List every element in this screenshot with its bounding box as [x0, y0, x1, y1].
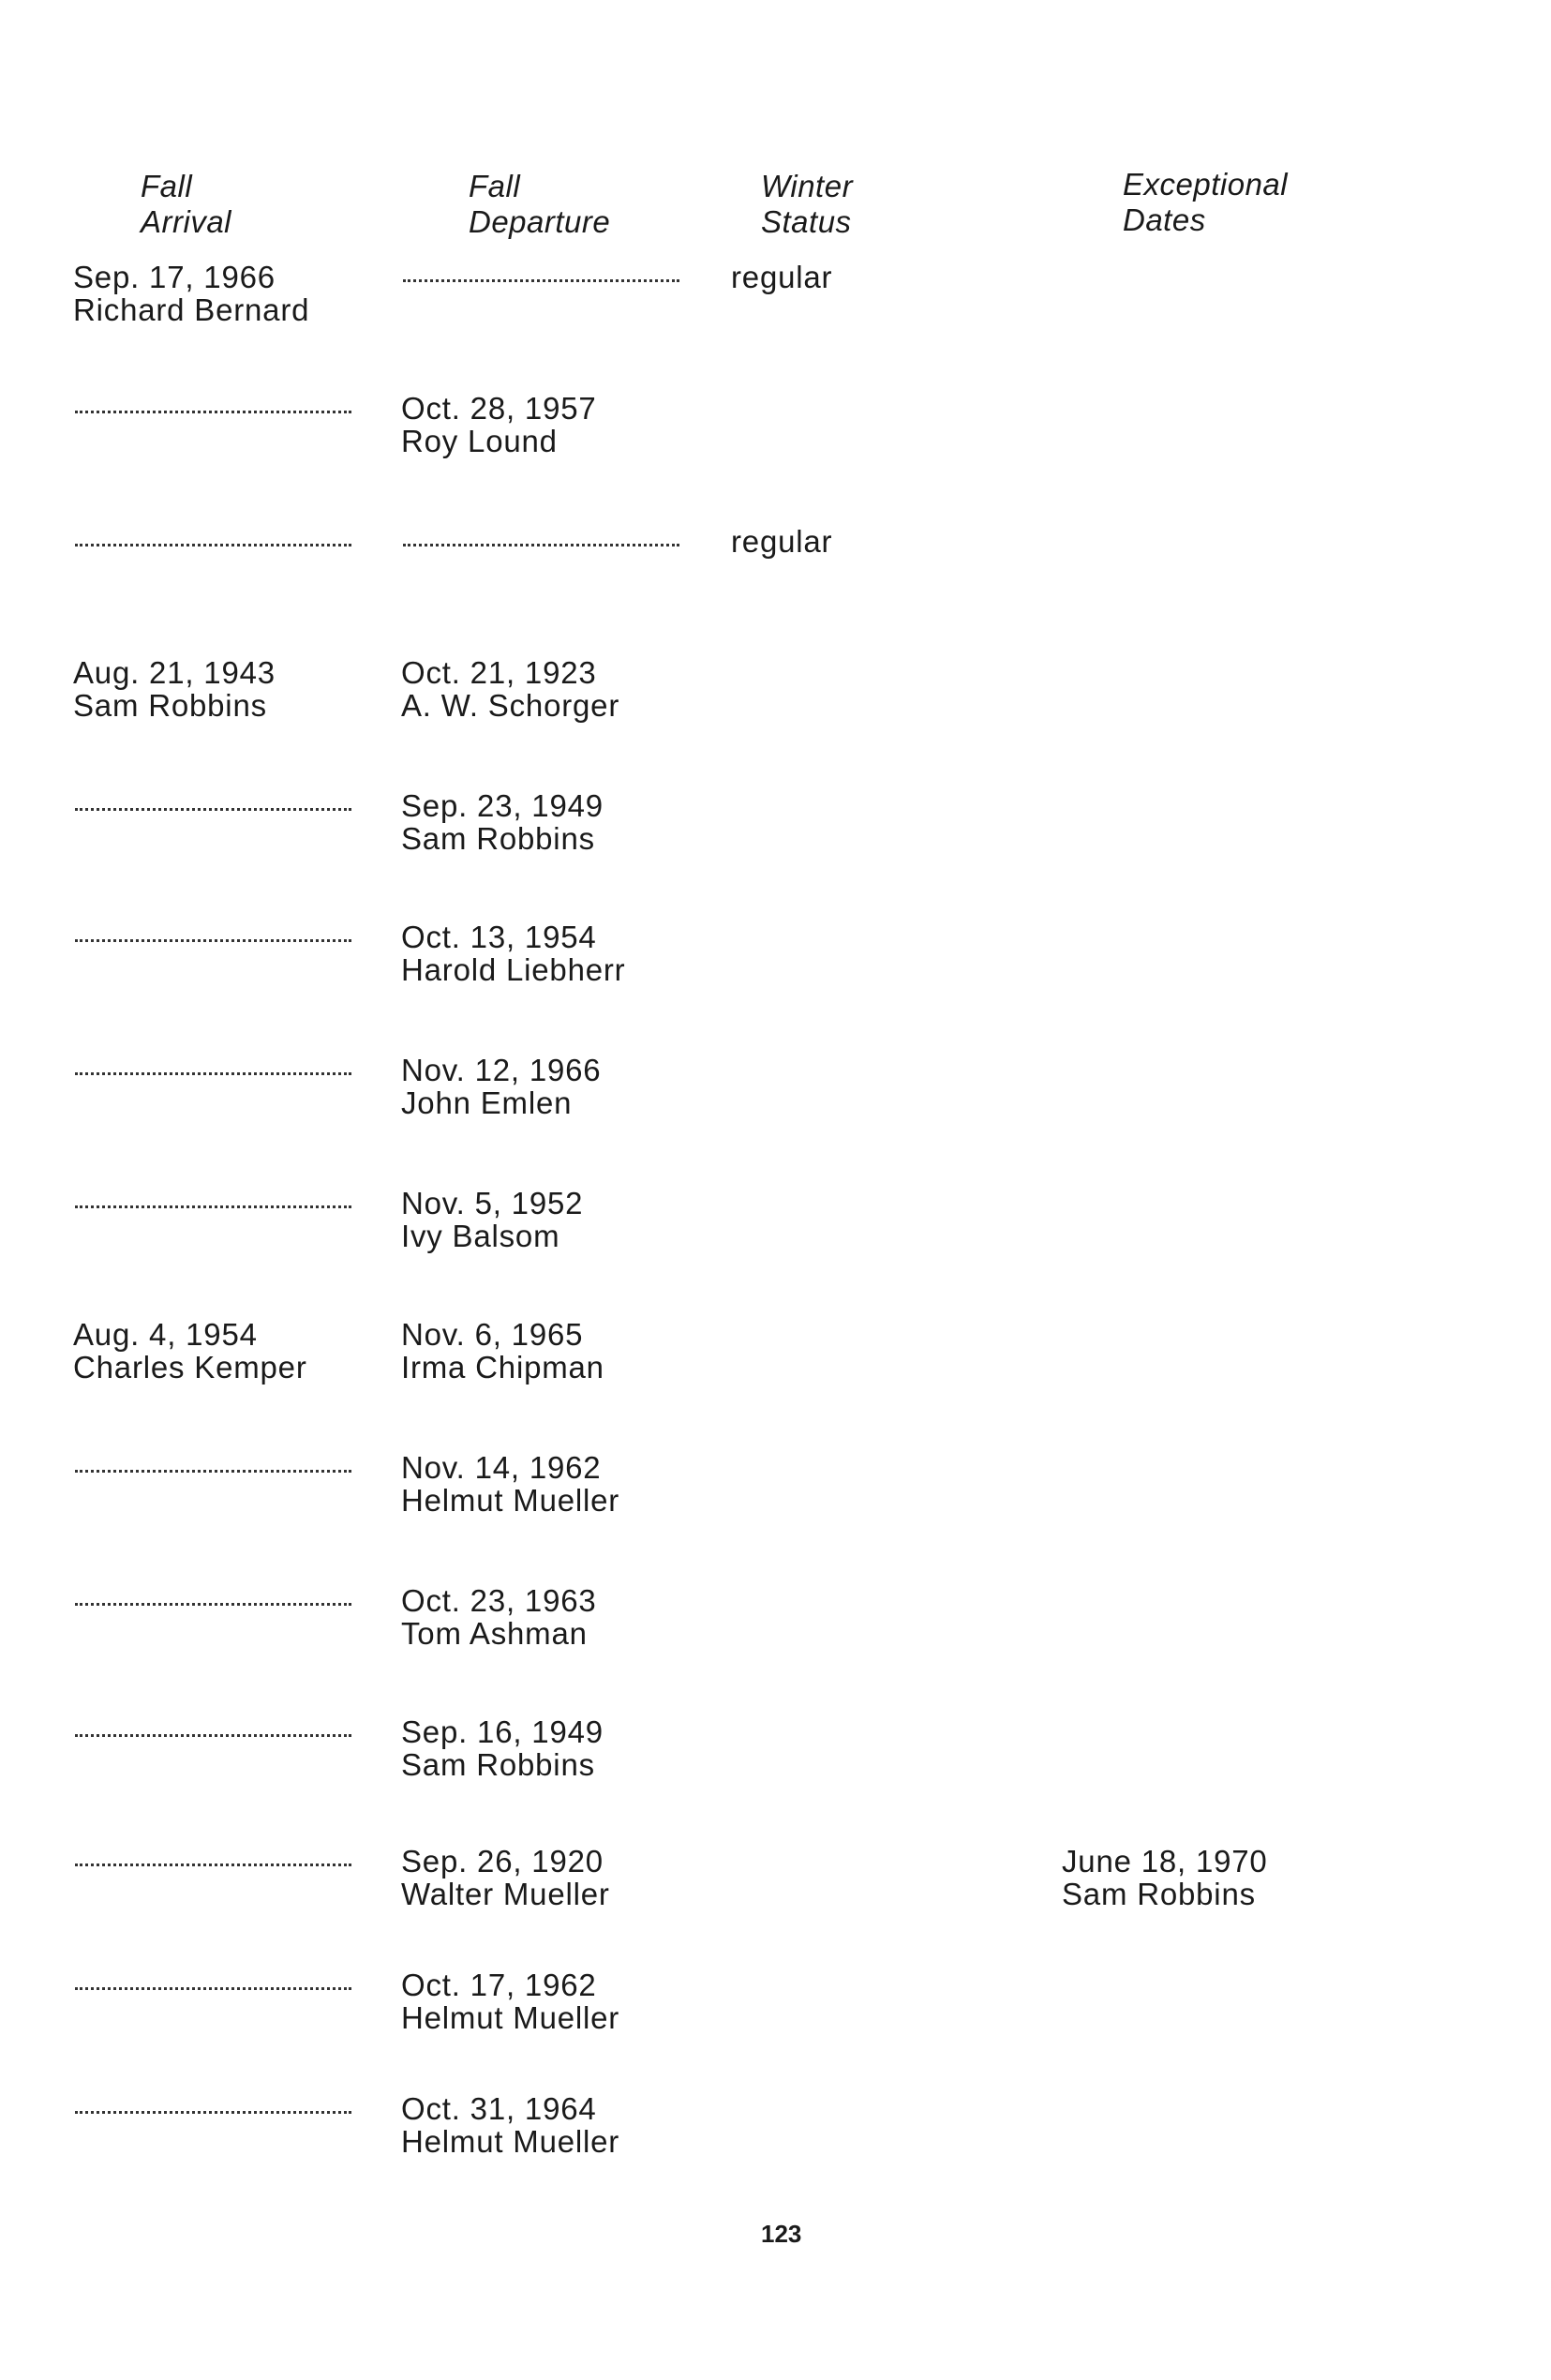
fall-departure-date: Oct. 13, 1954	[401, 920, 597, 954]
fall-departure-cell	[401, 1584, 597, 1650]
fall-arrival-cell	[73, 1318, 307, 1384]
exceptional-date-cell	[1062, 1845, 1268, 1910]
header-exceptional-dates	[1123, 167, 1288, 238]
fall-departure-cell	[401, 2092, 619, 2158]
fall-departure-observer: Sam Robbins	[401, 1747, 595, 1782]
fall-arrival-cell	[73, 261, 309, 326]
fall-arrival-blank-line	[75, 1987, 351, 1990]
fall-arrival-date: Aug. 4, 1954	[73, 1317, 258, 1352]
fall-departure-observer: Helmut Mueller	[401, 2000, 620, 2035]
table-row	[0, 1968, 1551, 2053]
table-row	[0, 1715, 1551, 1800]
fall-departure-cell	[401, 1187, 583, 1252]
fall-departure-blank-line	[403, 544, 679, 546]
fall-departure-observer: Roy Lound	[401, 424, 558, 458]
header-exceptional-dates-line2: Dates	[1123, 202, 1206, 237]
fall-departure-cell	[401, 921, 625, 986]
fall-departure-date: Oct. 21, 1923	[401, 655, 597, 690]
fall-departure-date: Nov. 6, 1965	[401, 1317, 584, 1352]
fall-departure-cell	[401, 1451, 619, 1517]
exceptional-date-observer: Sam Robbins	[1062, 1877, 1256, 1911]
fall-arrival-date: Aug. 21, 1943	[73, 655, 276, 690]
winter-status-text: regular	[731, 260, 833, 294]
fall-departure-date: Sep. 23, 1949	[401, 788, 604, 823]
header-winter-status-line1: Winter	[761, 169, 854, 203]
table-row	[0, 1318, 1551, 1402]
fall-arrival-blank-line	[75, 1072, 351, 1075]
fall-departure-cell	[401, 656, 619, 722]
fall-arrival-blank-line	[75, 544, 351, 546]
fall-departure-observer: Helmut Mueller	[401, 1483, 620, 1518]
fall-departure-date: Nov. 12, 1966	[401, 1053, 602, 1087]
fall-departure-cell	[401, 1715, 604, 1781]
header-fall-arrival-line2: Arrival	[141, 204, 232, 239]
header-winter-status	[761, 169, 853, 240]
fall-arrival-observer: Richard Bernard	[73, 292, 310, 327]
fall-departure-observer: A. W. Schorger	[401, 688, 620, 723]
header-fall-arrival	[141, 169, 231, 240]
exceptional-date-date: June 18, 1970	[1062, 1844, 1268, 1879]
fall-arrival-blank-line	[75, 411, 351, 413]
fall-departure-date: Sep. 16, 1949	[401, 1714, 604, 1749]
header-exceptional-dates-line1: Exceptional	[1123, 167, 1289, 202]
header-fall-arrival-line1: Fall	[141, 169, 193, 203]
header-fall-departure	[469, 169, 610, 240]
fall-arrival-blank-line	[75, 2111, 351, 2114]
winter-status-cell	[731, 261, 832, 293]
table-row	[0, 525, 1551, 609]
table-row	[0, 392, 1551, 476]
table-row	[0, 1451, 1551, 1535]
table-row	[0, 1054, 1551, 1138]
fall-departure-cell	[401, 1054, 601, 1119]
table-row	[0, 789, 1551, 874]
fall-departure-date: Nov. 5, 1952	[401, 1186, 584, 1220]
fall-arrival-observer: Sam Robbins	[73, 688, 267, 723]
fall-departure-observer: Sam Robbins	[401, 821, 595, 856]
table-row	[0, 261, 1551, 345]
fall-arrival-blank-line	[75, 1205, 351, 1208]
table-row	[0, 1187, 1551, 1271]
fall-departure-cell	[401, 1318, 604, 1384]
page-number: 123	[761, 2220, 802, 2248]
fall-departure-observer: John Emlen	[401, 1085, 573, 1120]
fall-arrival-blank-line	[75, 939, 351, 942]
fall-departure-observer: Tom Ashman	[401, 1616, 588, 1651]
table-row	[0, 921, 1551, 1005]
fall-departure-observer: Walter Mueller	[401, 1877, 610, 1911]
header-fall-departure-line2: Departure	[469, 204, 611, 239]
fall-departure-blank-line	[403, 279, 679, 282]
fall-departure-cell	[401, 1968, 619, 2034]
fall-departure-observer: Ivy Balsom	[401, 1219, 560, 1253]
winter-status-cell	[731, 525, 832, 558]
fall-departure-observer: Helmut Mueller	[401, 2124, 620, 2159]
fall-departure-date: Sep. 26, 1920	[401, 1844, 604, 1879]
fall-arrival-cell	[73, 656, 276, 722]
fall-departure-observer: Irma Chipman	[401, 1350, 604, 1385]
table-row	[0, 656, 1551, 741]
table-row	[0, 1584, 1551, 1669]
fall-departure-cell	[401, 392, 597, 457]
fall-arrival-blank-line	[75, 808, 351, 811]
fall-arrival-date: Sep. 17, 1966	[73, 260, 276, 294]
fall-departure-observer: Harold Liebherr	[401, 952, 626, 987]
table-row	[0, 2092, 1551, 2177]
fall-departure-cell	[401, 1845, 610, 1910]
header-winter-status-line2: Status	[761, 204, 852, 239]
fall-arrival-blank-line	[75, 1470, 351, 1473]
fall-departure-cell	[401, 789, 604, 855]
winter-status-text: regular	[731, 524, 833, 559]
fall-arrival-blank-line	[75, 1734, 351, 1737]
fall-arrival-blank-line	[75, 1603, 351, 1606]
fall-arrival-blank-line	[75, 1864, 351, 1866]
fall-departure-date: Oct. 23, 1963	[401, 1583, 597, 1618]
fall-departure-date: Nov. 14, 1962	[401, 1450, 602, 1485]
fall-departure-date: Oct. 17, 1962	[401, 1968, 597, 2002]
fall-departure-date: Oct. 28, 1957	[401, 391, 597, 426]
table-row	[0, 1845, 1551, 1929]
fall-departure-date: Oct. 31, 1964	[401, 2091, 597, 2126]
header-fall-departure-line1: Fall	[469, 169, 521, 203]
fall-arrival-observer: Charles Kemper	[73, 1350, 307, 1385]
